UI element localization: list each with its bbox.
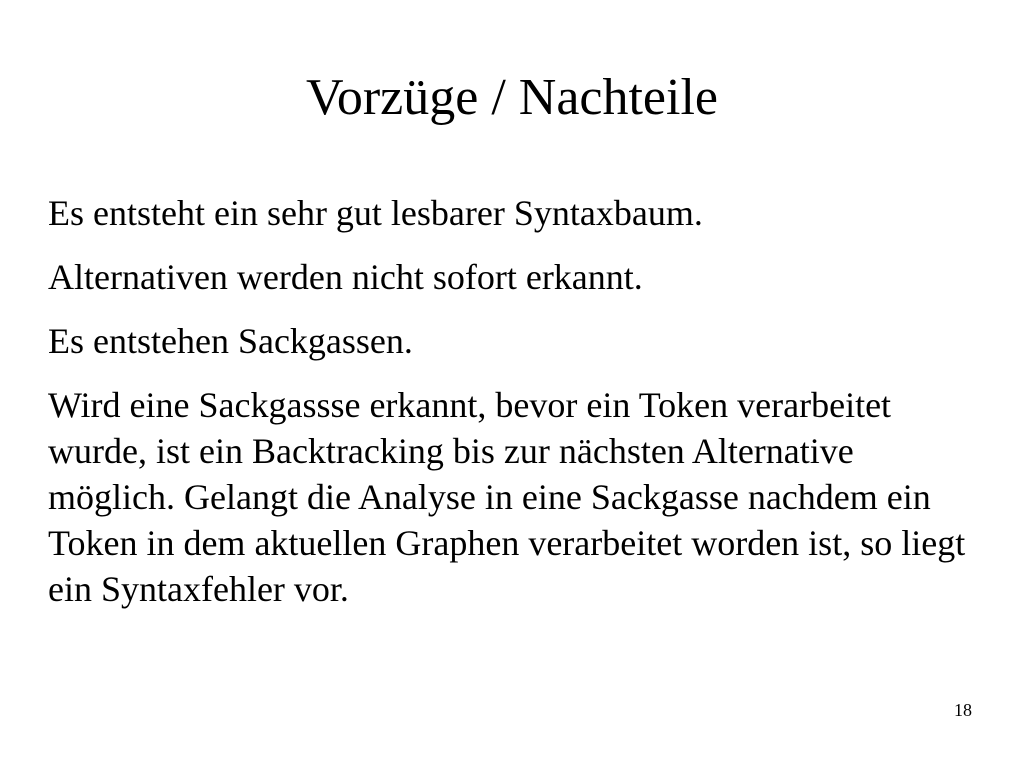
slide-content [48,190,988,630]
page-number: 18 [954,700,972,720]
content-paragraph-2: Alternativen werden nicht sofort erkannt. [48,257,643,297]
content-paragraph-3: Es entstehen Sackgassen. [48,321,413,361]
content-paragraph-1: Es entsteht ein sehr gut lesbarer Syntaxbaum. [48,193,703,233]
slide-title: Vorzüge / Nachteile [306,69,718,126]
content-paragraph-4: Wird eine Sackgassse erkannt, bevor ein Token verarbeitet wurde, ist ein Backtracking bis zur nächsten Alternative möglich. Gelangt die Analyse in eine Sackgasse nachdem ein Token in dem aktuellen Graphen verarbeitet worden ist, so liegt ein Syntaxfehler vor. [48,385,966,609]
